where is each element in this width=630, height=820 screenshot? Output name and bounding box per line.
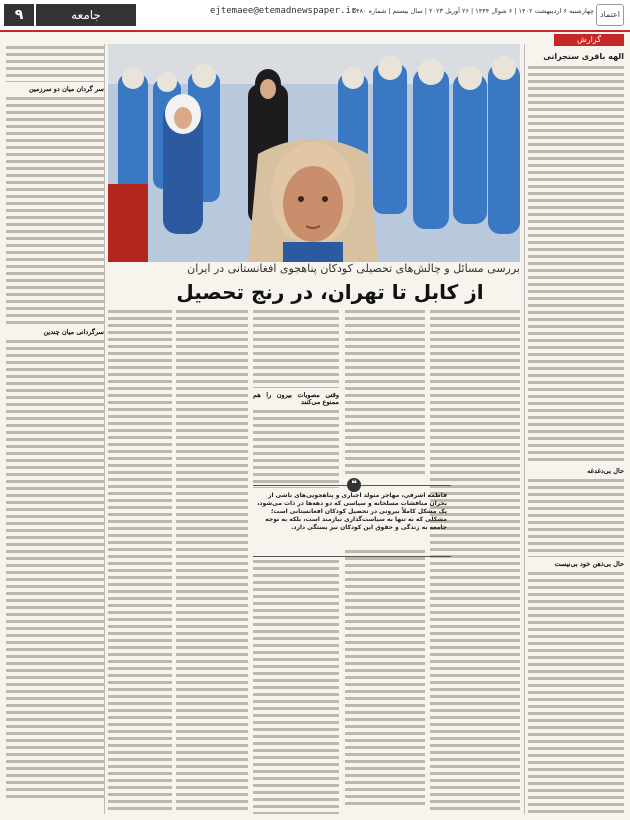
column-divider xyxy=(524,44,525,814)
body-text-block xyxy=(253,408,339,488)
subhead-center: وقتی مصوبات بیرون را هم ممنوع می‌کنند xyxy=(253,391,339,406)
body-text-block xyxy=(430,308,520,814)
column-divider xyxy=(104,44,105,814)
newspaper-logo: اعتماد xyxy=(596,4,624,26)
body-text-block xyxy=(528,477,624,557)
body-text-block xyxy=(528,570,624,814)
column-body-5 xyxy=(108,308,172,814)
subhead-right-1: حال بی‌دغدغه xyxy=(587,467,624,475)
column-body-3 xyxy=(253,308,339,814)
article-headline: از کابل تا تهران، در رنج تحصیل xyxy=(176,280,484,304)
column-right xyxy=(528,64,624,814)
page-header xyxy=(0,0,630,32)
body-text-block xyxy=(6,44,104,82)
body-text-block xyxy=(253,308,339,388)
column-left xyxy=(6,44,104,814)
body-text-block xyxy=(176,308,248,814)
column-body-1 xyxy=(430,308,520,814)
body-text-block xyxy=(253,558,339,814)
column-body-4 xyxy=(176,308,248,814)
pull-quote xyxy=(253,479,451,557)
column-body-2 xyxy=(345,308,425,814)
article-author: الهه باقری سنجرانی xyxy=(543,52,624,61)
section-label[interactable]: جامعه xyxy=(36,4,136,26)
page-number: ۹ xyxy=(4,4,34,26)
subhead-left-1: سر گردان میان دو سرزمین xyxy=(28,85,104,93)
quote-icon: ❝ xyxy=(347,478,361,492)
subhead-right-2: حال بی‌ذهن خود بی‌نیست xyxy=(554,560,624,568)
body-text-block xyxy=(528,64,624,464)
body-text-block xyxy=(108,308,172,814)
article-photo xyxy=(108,44,520,262)
body-text-block xyxy=(345,548,425,808)
body-text-block xyxy=(345,308,425,478)
body-text-block xyxy=(6,95,104,325)
article-tag: گزارش xyxy=(554,34,624,46)
section-email[interactable]: ejtemaee@etemadnewspaper.ir xyxy=(210,6,357,16)
issue-dateline: چهارشنبه ۶ اردیبهشت ۱۴۰۲ | ۶ شوال ۱۴۴۴ | ۲۶ آوریل ۲۰۲۳ | سال بیستم | شماره ۵۴۸۰ xyxy=(352,7,594,15)
article-kicker: بررسی مسائل و چالش‌های تحصیلی کودکان پناهجوی افغانستانی در ایران xyxy=(187,262,520,275)
schoolgirls-photo xyxy=(108,44,520,262)
pull-quote-text: فاطمه اشرفی، مهاجر متولد اجباری و پناهجویی‌های ناشی از بحران منافشات مسلحانه و سیاسی که دو دهه‌ها در ذات می‌شود، یک مشکل کاملاً بیرونی در تحصیل کودکان افغانستانی است؛ مشکلی که نه تنها به سیاست‌گذاری نیازمند است، بلکه به توجه جامعه به زندگی و حقوق این کودکان نیز بستگی دارد. xyxy=(257,492,447,531)
body-text-block xyxy=(6,338,104,798)
subhead-left-2: سرگردانی میان چندین xyxy=(43,328,104,336)
